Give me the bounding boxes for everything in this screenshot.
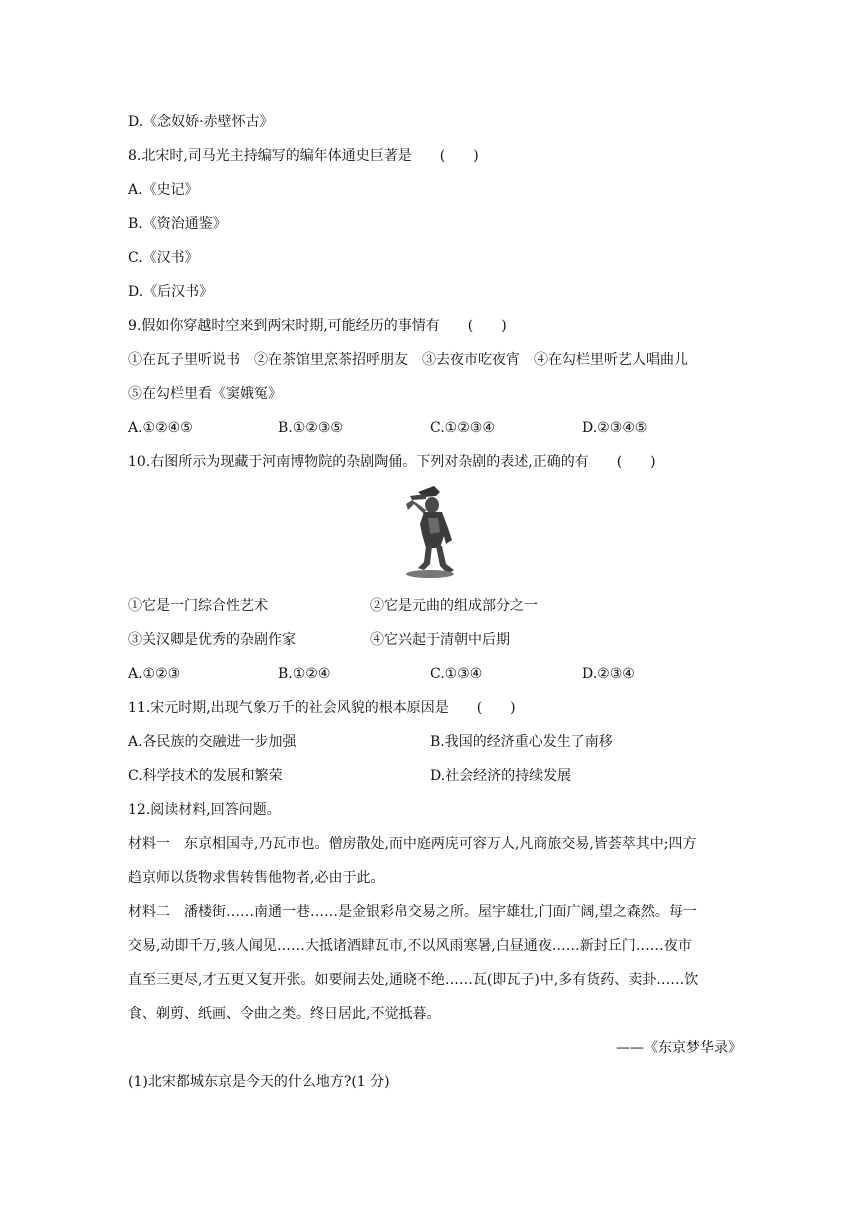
q10-item-1: ①它是一门综合性艺术 xyxy=(128,598,268,614)
q12-stem: 12.阅读材料,回答问题。 xyxy=(128,802,281,818)
q9-option-a: A.①②④⑤ xyxy=(128,420,193,436)
q10-item-4: ④它兴起于清朝中后期 xyxy=(370,632,510,648)
q11-stem: 11.宋元时期,出现气象万千的社会风貌的根本原因是 ( ) xyxy=(128,700,516,716)
q12-sub-question-1: (1)北宋都城东京是今天的什么地方?(1 分) xyxy=(128,1074,390,1090)
q9-option-d: D.②③④⑤ xyxy=(582,420,648,436)
q7-option-d: D.《念奴娇·赤壁怀古》 xyxy=(128,114,274,130)
q11-option-d: D.社会经济的持续发展 xyxy=(430,768,572,784)
q12-material1-line2: 趋京师以货物求售转售他物者,必由于此。 xyxy=(128,870,385,886)
figurine-left-arm xyxy=(406,500,426,514)
q9-option-b: B.①②③⑤ xyxy=(278,420,343,436)
q8-option-c: C.《汉书》 xyxy=(128,250,199,266)
q12-material1-line1: 材料一 东京相国寺,乃瓦市也。僧房散处,而中庭两庑可容万人,凡商旅交易,皆荟萃其中;四方 xyxy=(128,836,697,852)
q9-items-line2: ⑤在勾栏里看《窦娥冤》 xyxy=(128,386,282,402)
q12-material2-line3: 直至三更尽,才五更又复开张。如要闹去处,通晓不绝……瓦(即瓦子)中,多有货药、卖卦……饮 xyxy=(128,972,699,988)
q8-option-d: D.《后汉书》 xyxy=(128,284,214,300)
q12-source-citation: ——《东京梦华录》 xyxy=(616,1040,742,1056)
q10-item-2: ②它是元曲的组成部分之一 xyxy=(370,598,538,614)
q11-option-c: C.科学技术的发展和繁荣 xyxy=(128,768,283,784)
q9-items-line1: ①在瓦子里听说书 ②在茶馆里烹茶招呼朋友 ③去夜市吃夜宵 ④在勾栏里听艺人唱曲儿 xyxy=(128,352,688,368)
q9-option-c: C.①②③④ xyxy=(430,420,495,436)
figurine-head xyxy=(425,497,439,513)
q8-option-b: B.《资治通鉴》 xyxy=(128,216,227,232)
q12-material2-line1: 材料二 潘楼街……南通一巷……是金银彩帛交易之所。屋宇雄壮,门面广阔,望之森然。每一 xyxy=(128,904,697,920)
q10-option-d: D.②③④ xyxy=(582,666,635,682)
q11-option-a: A.各民族的交融进一步加强 xyxy=(128,734,297,750)
q12-material2-line2: 交易,动即千万,骇人闻见……大抵诸酒肆瓦市,不以风雨寒暑,白昼通夜……新封丘门……夜市 xyxy=(128,938,692,954)
q9-stem: 9.假如你穿越时空来到两宋时期,可能经历的事情有 ( ) xyxy=(128,318,507,334)
figurine-legs xyxy=(418,546,432,570)
q11-option-b: B.我国的经济重心发生了南移 xyxy=(430,734,613,750)
q12-material2-line4: 食、剃剪、纸画、令曲之类。终日居此,不觉抵暮。 xyxy=(128,1006,441,1022)
q10-stem: 10.右图所示为现藏于河南博物院的杂剧陶俑。下列对杂剧的表述,正确的有 ( ) xyxy=(128,454,656,470)
q8-option-a: A.《史记》 xyxy=(128,182,199,198)
q10-item-3: ③关汉卿是优秀的杂剧作家 xyxy=(128,632,296,648)
q8-stem: 8.北宋时,司马光主持编写的编年体通史巨著是 ( ) xyxy=(128,148,479,164)
q10-option-a: A.①②③ xyxy=(128,666,181,682)
zaju-pottery-figurine-image xyxy=(396,484,462,580)
q10-option-b: B.①②④ xyxy=(278,666,331,682)
q10-option-c: C.①③④ xyxy=(430,666,483,682)
